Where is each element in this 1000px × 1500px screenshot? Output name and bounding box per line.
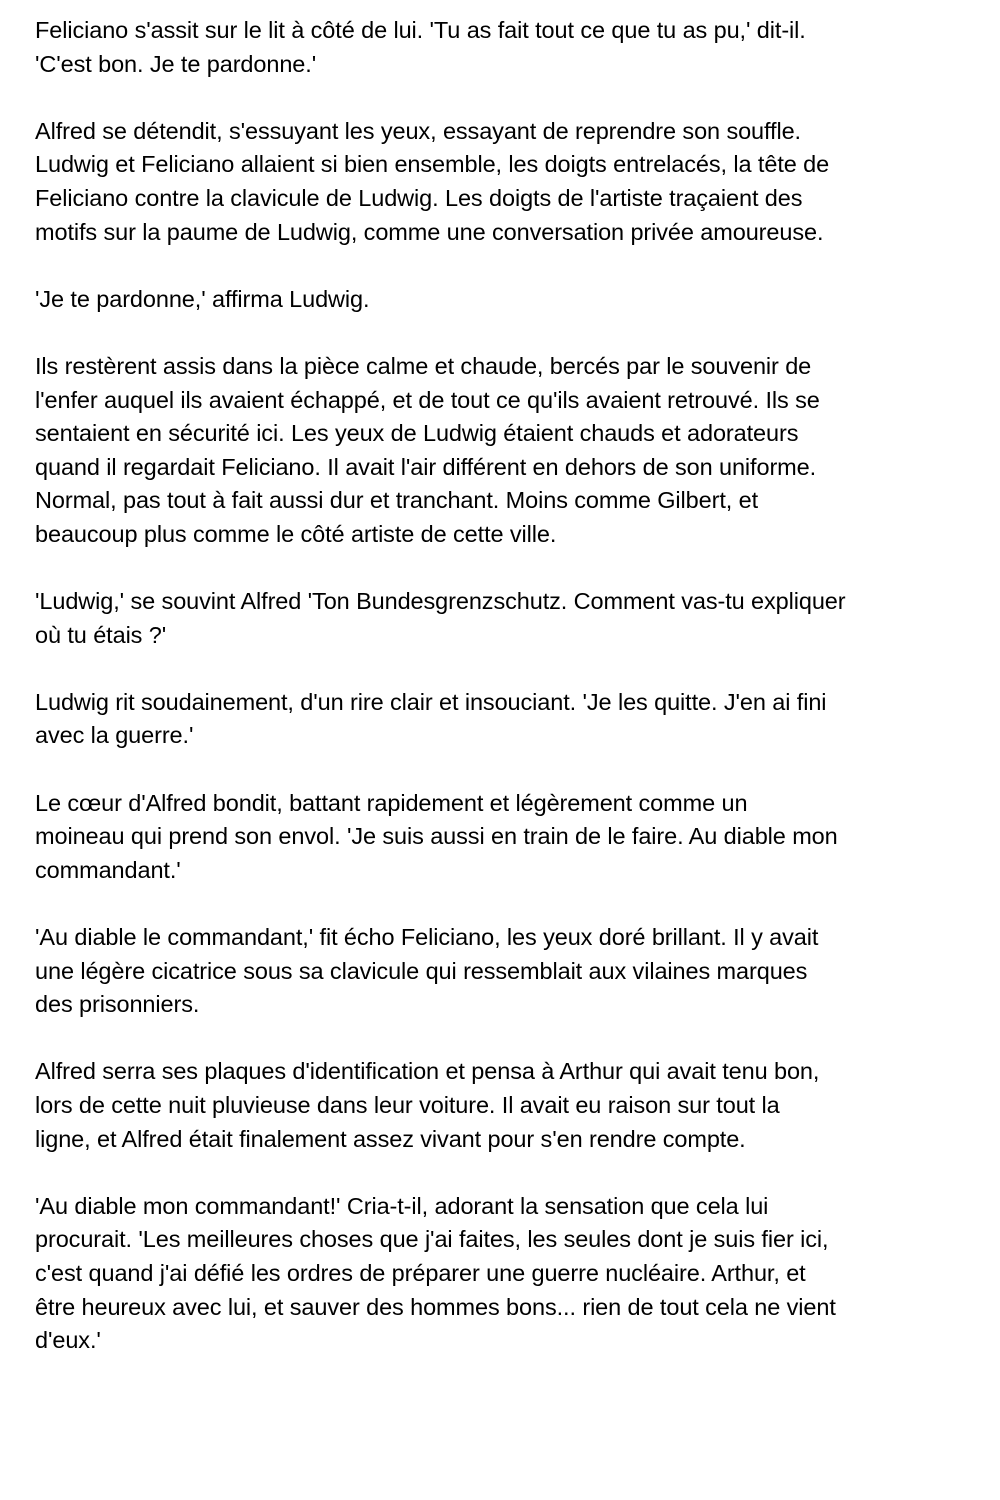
text-line: où tu étais ?' (35, 621, 167, 648)
text-line: quand il regardait Feliciano. Il avait l'air différent en dehors de son uniforme. (35, 453, 817, 480)
paragraph-10 (35, 1190, 980, 1358)
text-line: moineau qui prend son envol. 'Je suis aussi en train de le faire. Au diable mon (35, 823, 838, 850)
text-line: Ludwig rit soudainement, d'un rire clair et insouciant. 'Je les quitte. J'en ai fini (35, 688, 827, 715)
paragraph-9 (35, 1055, 980, 1156)
paragraph-6 (35, 686, 980, 753)
text-line: motifs sur la paume de Ludwig, comme une conversation privée amoureuse. (35, 218, 824, 245)
text-line: avec la guerre.' (35, 722, 194, 749)
text-line: une légère cicatrice sous sa clavicule qui ressemblait aux vilaines marques (35, 957, 808, 984)
text-line: être heureux avec lui, et sauver des hommes bons... rien de tout cela ne vient (35, 1293, 836, 1320)
text-line: Ils restèrent assis dans la pièce calme et chaude, bercés par le souvenir de (35, 352, 812, 379)
text-line: ligne, et Alfred était finalement assez vivant pour s'en rendre compte. (35, 1125, 746, 1152)
document-page (35, 14, 980, 1391)
text-line: Feliciano s'assit sur le lit à côté de lui. 'Tu as fait tout ce que tu as pu,' dit-il. (35, 17, 806, 43)
text-line: l'enfer auquel ils avaient échappé, et de tout ce qu'ils avaient retrouvé. Ils se (35, 386, 820, 413)
text-line: 'Au diable mon commandant!' Cria-t-il, adorant la sensation que cela lui (35, 1192, 769, 1219)
paragraph-4 (35, 350, 980, 552)
text-line: Le cœur d'Alfred bondit, battant rapidement et légèrement comme un (35, 789, 748, 816)
text-line: des prisonniers. (35, 991, 200, 1018)
text-line: 'Ludwig,' se souvint Alfred 'Ton Bundesgrenzschutz. Comment vas-tu expliquer (35, 588, 846, 615)
text-line: sentaient en sécurité ici. Les yeux de Ludwig étaient chauds et adorateurs (35, 420, 799, 447)
paragraph-1 (35, 14, 980, 81)
text-line: d'eux.' (35, 1327, 101, 1354)
paragraph-8 (35, 921, 980, 1022)
text-line: 'Je te pardonne,' affirma Ludwig. (35, 285, 370, 312)
text-line: commandant.' (35, 856, 181, 883)
text-line: c'est quand j'ai défié les ordres de préparer une guerre nucléaire. Arthur, et (35, 1259, 806, 1286)
text-line: beaucoup plus comme le côté artiste de cette ville. (35, 520, 557, 547)
text-line: Normal, pas tout à fait aussi dur et tranchant. Moins comme Gilbert, et (35, 487, 759, 514)
text-line: Alfred se détendit, s'essuyant les yeux, essayant de reprendre son souffle. (35, 117, 801, 144)
text-line: Ludwig et Feliciano allaient si bien ensemble, les doigts entrelacés, la tête de (35, 151, 830, 178)
paragraph-3 (35, 283, 980, 317)
text-line: Alfred serra ses plaques d'identification et pensa à Arthur qui avait tenu bon, (35, 1058, 820, 1085)
text-line: procurait. 'Les meilleures choses que j'ai faites, les seules dont je suis fier ici, (35, 1226, 829, 1253)
paragraph-2 (35, 115, 980, 249)
text-line: lors de cette nuit pluvieuse dans leur voiture. Il avait eu raison sur tout la (35, 1092, 780, 1118)
text-line: 'C'est bon. Je te pardonne.' (35, 50, 317, 77)
text-line: Feliciano contre la clavicule de Ludwig. Les doigts de l'artiste traçaient des (35, 184, 803, 211)
text-line: 'Au diable le commandant,' fit écho Feliciano, les yeux doré brillant. Il y avait (35, 924, 819, 951)
paragraph-5 (35, 585, 980, 652)
paragraph-7 (35, 787, 980, 888)
